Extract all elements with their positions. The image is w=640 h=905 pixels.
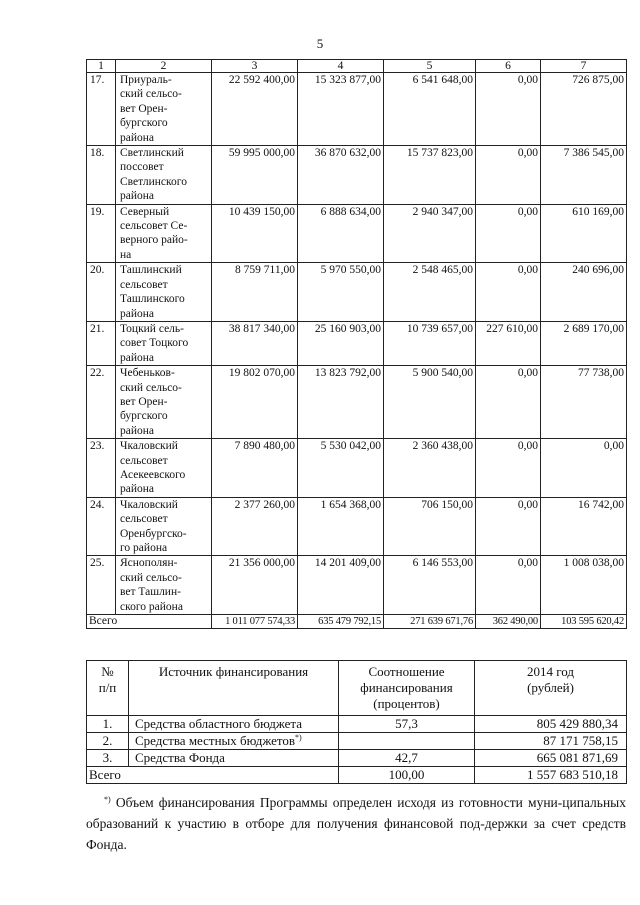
row-number: 24. — [87, 497, 116, 556]
municipality-name: Чкаловский сельсовет Оренбургско- го района — [116, 497, 212, 556]
municipality-name: Приураль- ский сельсо- вет Орен- бургского района — [116, 73, 212, 146]
total-cell: 362 490,00 — [476, 615, 541, 629]
header-ratio: Соотношение финансирования (процентов) — [339, 661, 475, 716]
source-name: Средства Фонда — [135, 750, 225, 765]
value-cell: 2 377 260,00 — [212, 497, 298, 556]
value-cell: 0,00 — [476, 204, 541, 263]
municipality-name: Чкаловский сельсовет Асекеевского района — [116, 439, 212, 498]
table-row — [87, 321, 627, 365]
value-cell: 610 169,00 — [541, 204, 627, 263]
municipality-name: Тоцкий сель- совет Тоцкого района — [116, 321, 212, 365]
row-number: 19. — [87, 204, 116, 263]
column-number: 5 — [384, 60, 476, 73]
municipality-name: Ташлинский сельсовет Ташлинского района — [116, 263, 212, 322]
value-cell: 38 817 340,00 — [212, 321, 298, 365]
value-cell: 7 386 545,00 — [541, 146, 627, 205]
ratio-cell: 57,3 — [339, 716, 475, 733]
allocation-table-body — [87, 73, 627, 615]
municipality-name: Светлинский поссовет Светлинского района — [116, 146, 212, 205]
column-number: 6 — [476, 60, 541, 73]
value-cell: 10 739 657,00 — [384, 321, 476, 365]
value-cell: 15 323 877,00 — [298, 73, 384, 146]
table-total-row — [87, 767, 627, 784]
total-ratio: 100,00 — [339, 767, 475, 784]
amount-cell: 805 429 880,34 — [475, 716, 627, 733]
page-number: 5 — [316, 36, 324, 51]
funding-sources-table — [86, 660, 627, 784]
row-number: 18. — [87, 146, 116, 205]
ratio-cell — [339, 733, 475, 750]
value-cell: 59 995 000,00 — [212, 146, 298, 205]
row-number: 20. — [87, 263, 116, 322]
value-cell: 6 541 648,00 — [384, 73, 476, 146]
value-cell: 10 439 150,00 — [212, 204, 298, 263]
value-cell: 15 737 823,00 — [384, 146, 476, 205]
table-row — [87, 146, 627, 205]
value-cell: 0,00 — [476, 366, 541, 439]
table-row — [87, 750, 627, 767]
table-row — [87, 204, 627, 263]
funding-sources-body — [87, 716, 627, 767]
municipality-name: Яснополян- ский сельсо- вет Ташлин- ского района — [116, 556, 212, 615]
amount-cell: 87 171 758,15 — [475, 733, 627, 750]
source-name: Средства местных бюджетов — [135, 733, 296, 748]
allocation-table — [86, 59, 627, 629]
footnote — [86, 792, 626, 855]
value-cell: 7 890 480,00 — [212, 439, 298, 498]
value-cell: 8 759 711,00 — [212, 263, 298, 322]
column-number: 1 — [87, 60, 116, 73]
value-cell: 16 742,00 — [541, 497, 627, 556]
row-number: 1. — [87, 716, 129, 733]
value-cell: 706 150,00 — [384, 497, 476, 556]
value-cell: 5 900 540,00 — [384, 366, 476, 439]
table-row — [87, 366, 627, 439]
table-row — [87, 716, 627, 733]
value-cell: 0,00 — [476, 556, 541, 615]
value-cell: 6 146 553,00 — [384, 556, 476, 615]
value-cell: 227 610,00 — [476, 321, 541, 365]
column-number: 7 — [541, 60, 627, 73]
column-number: 3 — [212, 60, 298, 73]
value-cell: 25 160 903,00 — [298, 321, 384, 365]
value-cell: 19 802 070,00 — [212, 366, 298, 439]
ratio-cell: 42,7 — [339, 750, 475, 767]
table-row — [87, 73, 627, 146]
value-cell: 21 356 000,00 — [212, 556, 298, 615]
value-cell: 0,00 — [476, 73, 541, 146]
value-cell: 14 201 409,00 — [298, 556, 384, 615]
value-cell: 0,00 — [476, 497, 541, 556]
row-number: 22. — [87, 366, 116, 439]
value-cell: 726 875,00 — [541, 73, 627, 146]
value-cell: 77 738,00 — [541, 366, 627, 439]
municipality-name: Чебеньков- ский сельсо- вет Орен- бургского района — [116, 366, 212, 439]
value-cell: 0,00 — [541, 439, 627, 498]
header-year: 2014 год (рублей) — [475, 661, 627, 716]
table-row — [87, 497, 627, 556]
value-cell: 22 592 400,00 — [212, 73, 298, 146]
source-cell — [129, 750, 339, 767]
value-cell: 2 548 465,00 — [384, 263, 476, 322]
value-cell: 2 360 438,00 — [384, 439, 476, 498]
source-cell — [129, 733, 339, 750]
value-cell: 1 008 038,00 — [541, 556, 627, 615]
row-number: 3. — [87, 750, 129, 767]
value-cell: 0,00 — [476, 146, 541, 205]
row-number: 21. — [87, 321, 116, 365]
source-name: Средства областного бюджета — [135, 716, 303, 731]
column-number: 4 — [298, 60, 384, 73]
total-cell: 271 639 671,76 — [384, 615, 476, 629]
total-cell: 635 479 792,15 — [298, 615, 384, 629]
footnote-reference: *) — [295, 733, 302, 742]
total-label: Всего — [87, 767, 339, 784]
column-number: 2 — [116, 60, 212, 73]
table-header-row — [87, 661, 627, 716]
value-cell: 5 970 550,00 — [298, 263, 384, 322]
footnote-text: Объем финансирования Программы определен исходя из готовности муни-ципальных образований к участию в отборе для получения финансовой под-держки за счет средств Фонда. — [86, 795, 626, 852]
value-cell: 0,00 — [476, 263, 541, 322]
table-row — [87, 263, 627, 322]
footnote-mark: *) — [104, 795, 111, 804]
amount-cell: 665 081 871,69 — [475, 750, 627, 767]
header-source: Источник финансирования — [129, 661, 339, 716]
table-total-row — [87, 615, 627, 629]
table-row — [87, 733, 627, 750]
value-cell: 6 888 634,00 — [298, 204, 384, 263]
table-row — [87, 556, 627, 615]
total-cell: 103 595 620,42 — [541, 615, 627, 629]
value-cell: 240 696,00 — [541, 263, 627, 322]
value-cell: 36 870 632,00 — [298, 146, 384, 205]
total-cell: 1 011 077 574,33 — [212, 615, 298, 629]
municipality-name: Северный сельсовет Се- верного райо- на — [116, 204, 212, 263]
value-cell: 5 530 042,00 — [298, 439, 384, 498]
row-number: 17. — [87, 73, 116, 146]
value-cell: 0,00 — [476, 439, 541, 498]
value-cell: 2 689 170,00 — [541, 321, 627, 365]
table-row — [87, 439, 627, 498]
value-cell: 13 823 792,00 — [298, 366, 384, 439]
value-cell: 1 654 368,00 — [298, 497, 384, 556]
row-number: 23. — [87, 439, 116, 498]
total-label: Всего — [87, 615, 212, 629]
row-number: 25. — [87, 556, 116, 615]
total-amount: 1 557 683 510,18 — [475, 767, 627, 784]
column-number-row — [87, 60, 627, 73]
value-cell: 2 940 347,00 — [384, 204, 476, 263]
row-number: 2. — [87, 733, 129, 750]
header-number: № п/п — [87, 661, 129, 716]
source-cell — [129, 716, 339, 733]
